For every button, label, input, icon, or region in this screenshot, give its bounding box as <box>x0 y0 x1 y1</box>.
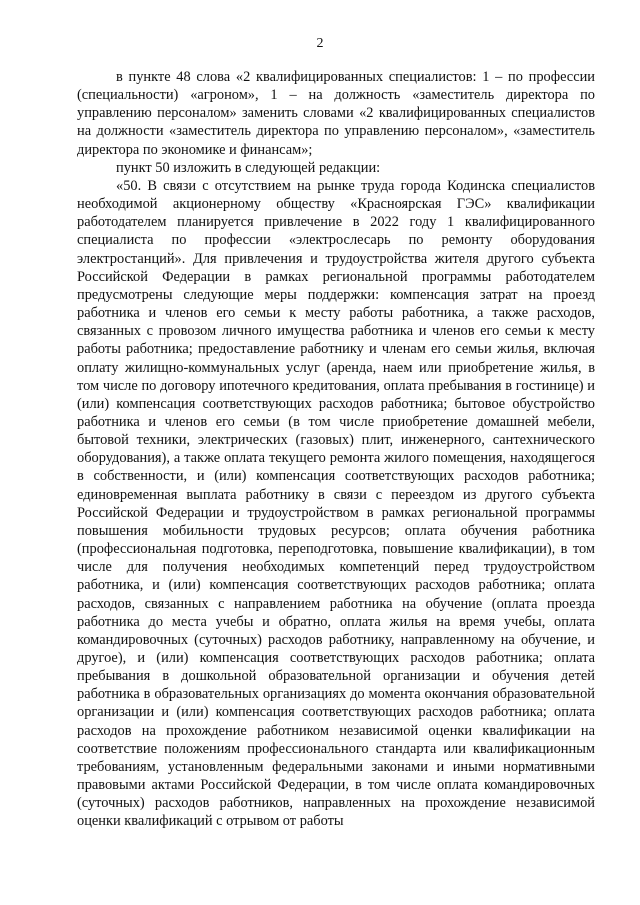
page-number: 2 <box>316 36 324 51</box>
paragraph-amendment-item-50-intro: пункт 50 изложить в следующей редакции: <box>116 159 381 176</box>
paragraph-item-50-text: «50. В связи с отсутствием на рынке труда города Кодинска специалистов необходимой акционерному обществу «Красноярская ГЭС» квалификации работодателем планируется привлечение в 2022 году 1 квалифицированного специалиста по профессии «электрослесарь по ремонту оборудования электростанций». Для привлечения и трудоустройства жителя другого субъекта Российской Федерации в рамках региональной программы работодателем предусмотрены следующие меры поддержки: компенсация затрат на проезд работника и членов его семьи к месту работы работника, а также расходов, связанных с провозом личного имущества работника и членов его семьи к месту работы работника; предоставление работнику и членам его семьи жилья, включая оплату жилищно-коммунальных услуг (аренда, наем или приобретение жилья, в том числе по договору ипотечного кредитования, оплата пребывания в гостинице) и (или) компенсация соответствующих расходов работника; бытовое обустройство работника и членов его семьи (в том числе приобретение домашней мебели, бытовой техники, электрических (газовых) плит, инженерного, сантехнического оборудования), а также оплата текущего ремонта жилого помещения, находящегося в собственности, и (или) компенсация соответствующих расходов работника; единовременная выплата работнику в связи с переездом из другого субъекта Российской Федерации и трудоустройством в рамках региональной программы повышения мобильности трудовых ресурсов; оплата обучения работника (профессиональная подготовка, переподготовка, повышение квалификации), в том числе для получения необходимых компетенций перед трудоустройством работника, и (или) компенсация соответствующих расходов работника; оплата расходов, связанных с направлением работника на обучение (оплата проезда работника до места учебы и обратно, оплата жилья на время учебы, оплата командировочных (суточных) расходов работнику, направленному на обучение, и другое), и (или) компенсация соответствующих расходов работника; оплата пребывания в дошкольной образовательной организации и обучения детей работника в образовательных организациях до момента окончания образовательной организации и (или) компенсация соответствующих расходов работника; оплата расходов на прохождение работником независимой оценки квалификации на соответствие положениям профессионального стандарта или квалификационным требованиям, установленным федеральными законами и иными нормативными правовыми актами Российской Федерации, в том числе оплата командировочных (суточных) расходов работников, направленных на прохождение независимой оценки квалификаций с отрывом от работы <box>77 177 595 830</box>
paragraph-amendment-item-48: в пункте 48 слова «2 квалифицированных специалистов: 1 – по профессии (специальности) «агроном», 1 – на должность «заместитель директора по управлению персоналом» заменить словами «2 квалифицированных специалистов на должности «заместитель директора по управлению персоналом», «заместитель директора по экономике и финансам»; <box>77 69 595 158</box>
document-body <box>77 68 595 831</box>
